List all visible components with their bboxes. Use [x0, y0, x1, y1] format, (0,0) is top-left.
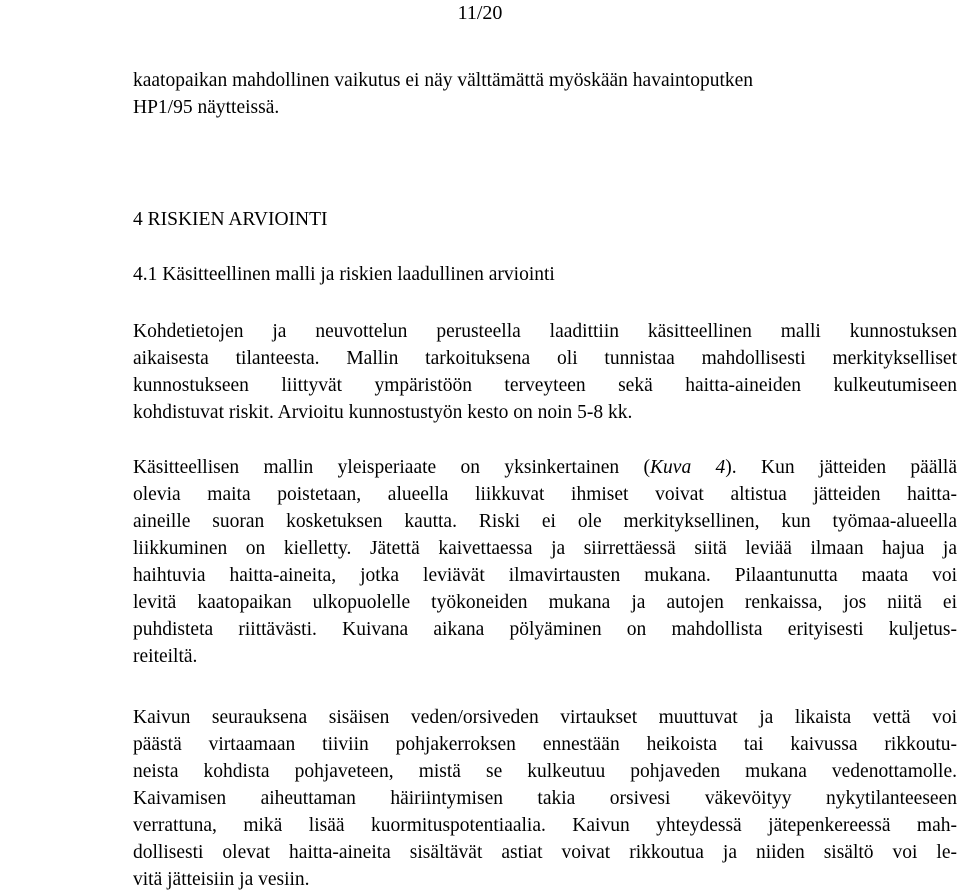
text-line: HP1/95 näytteissä. [133, 97, 280, 118]
text-line: kohdistuvat riskit. Arvioitu kunnostustyön kesto on noin 5-8 kk. [133, 402, 633, 423]
figure-reference: Kuva 4 [650, 457, 726, 478]
text-line: kaatopaikan mahdollinen vaikutus ei näy välttämättä myöskään havaintoputken [133, 70, 754, 91]
text-segment: Käsitteellisen mallin yleisperiaate on yksinkertainen ( [133, 457, 651, 478]
text-line: haihtuvia haitta-aineita, jotka leviävät ilmavirtausten mukana. Pilaantunutta maata voi [133, 565, 957, 586]
text-line: verrattuna, mikä lisää kuormituspotentiaalia. Kaivun yhteydessä jätepenkereessä mah- [133, 815, 957, 836]
text-line: puhdisteta riittävästi. Kuivana aikana pölyäminen on mahdollista erityisesti kuljetus- [133, 619, 957, 640]
text-line: kunnostukseen liittyvät ympäristöön terveyteen sekä haitta-aineiden kulkeutumiseen [133, 375, 957, 396]
text-line [133, 454, 957, 481]
text-line: olevia maita poistetaan, alueella liikkuvat ihmiset voivat altistua jätteiden haitta- [133, 484, 957, 505]
section-heading: 4 RISKIEN ARVIOINTI [133, 209, 328, 230]
text-line: vitä jätteisiin ja vesiin. [133, 869, 310, 890]
text-line: liikkuminen on kielletty. Jätettä kaivettaessa ja siirrettäessä siitä leviää ilmaan hajua ja [133, 538, 957, 559]
intro-paragraph [133, 67, 753, 121]
paragraph-3 [133, 704, 957, 893]
page-number: 11/20 [457, 2, 503, 24]
text-line: aikaisesta tilanteesta. Mallin tarkoituksena oli tunnistaa mahdollisesti merkitykselliset [133, 348, 957, 369]
text-line: reiteiltä. [133, 646, 198, 667]
text-line: dollisesti olevat haitta-aineita sisältävät astiat voivat rikkoutua ja niiden sisältö voi le- [133, 842, 957, 863]
text-line: Kaivamisen aiheuttaman häiriintymisen takia orsivesi väkevöityy nykytilanteeseen [133, 788, 957, 809]
subsection-heading: 4.1 Käsitteellinen malli ja riskien laadullinen arviointi [133, 264, 555, 285]
paragraph-2 [133, 454, 957, 670]
text-line: Kohdetietojen ja neuvottelun perusteella laadittiin käsitteellinen malli kunnostuksen [133, 321, 957, 342]
text-segment: ). Kun jätteiden päällä [725, 457, 957, 478]
paragraph-1 [133, 318, 957, 426]
text-line: päästä virtaamaan tiiviin pohjakerroksen ennestään heikoista tai kaivussa rikkoutu- [133, 734, 957, 755]
text-line: levitä kaatopaikan ulkopuolelle työkoneiden mukana ja autojen renkaissa, jos niitä ei [133, 592, 957, 613]
text-line: neista kohdista pohjaveteen, mistä se kulkeutuu pohjaveden mukana vedenottamolle. [133, 761, 957, 782]
text-line: Kaivun seurauksena sisäisen veden/orsiveden virtaukset muuttuvat ja likaista vettä voi [133, 707, 957, 728]
text-line: aineille suoran kosketuksen kautta. Riski ei ole merkityksellinen, kun työmaa-alueella [133, 511, 957, 532]
